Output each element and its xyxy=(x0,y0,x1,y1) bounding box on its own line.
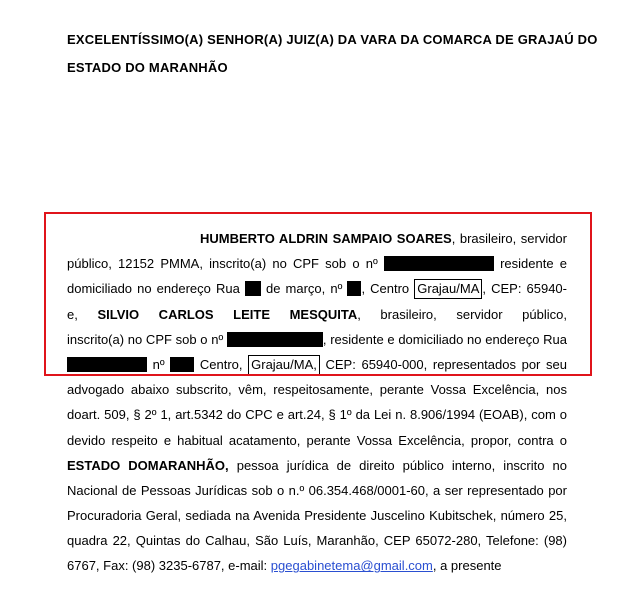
text-segment: , brasileiro, servidor público, xyxy=(357,306,567,322)
text-segment: , a presente xyxy=(432,558,502,574)
text-segment: residente e xyxy=(500,256,567,272)
header-line-2: ESTADO DO MARANHÃO xyxy=(67,60,228,75)
plaintiff-2-name: SILVIO CARLOS LEITE MESQUITA xyxy=(97,306,358,322)
petition-line-2 xyxy=(67,251,567,276)
petition-line-7: advogado abaixo subscrito, vêm, respeitosamente, perante Vossa Excelência, nos xyxy=(67,382,567,398)
text-segment: representados por seu xyxy=(432,356,567,372)
plaintiff-1-name: HUMBERTO ALDRIN SAMPAIO SOARES xyxy=(200,231,452,246)
petition-line-11: Nacional de Pessoas Jurídicas sob o n.º 06.354.468/0001-60, a ser representado por xyxy=(67,482,567,498)
text-segment: CEP: 65940-000, xyxy=(325,356,428,372)
plaintiff-1-qualification: , brasileiro, servidor xyxy=(451,231,567,246)
petition-line-8: doart. 509, § 2º 1, art.5342 do CPC e art.24, § 1º da Lei n. 8.906/1994 (EOAB), com o xyxy=(67,407,567,423)
document-header xyxy=(67,26,598,82)
petition-line-1 xyxy=(67,226,567,251)
petition-line-5 xyxy=(67,327,567,352)
petition-line-6 xyxy=(67,352,567,377)
petition-line-10 xyxy=(67,453,567,478)
petition-body xyxy=(67,226,567,579)
text-segment: , Centro xyxy=(361,281,410,297)
text-segment: , residente e domiciliado no endereço Rua xyxy=(322,331,567,347)
header-line-1: EXCELENTÍSSIMO(A) SENHOR(A) JUIZ(A) DA VARA DA COMARCA DE GRAJAÚ DO xyxy=(67,32,598,47)
city-box-2: Grajau/MA, xyxy=(248,355,320,375)
redacted-cpf-1 xyxy=(384,256,494,271)
text-segment: domiciliado no endereço Rua xyxy=(67,281,240,297)
city-box-1: Grajau/MA xyxy=(414,279,482,299)
email-link[interactable]: pgegabinetema@gmail.com xyxy=(270,558,433,574)
petition-line-14 xyxy=(67,553,567,578)
text-segment: e, xyxy=(67,306,78,322)
petition-line-4 xyxy=(67,302,567,327)
text-segment: Centro, xyxy=(199,356,243,372)
redacted-street-1 xyxy=(245,281,261,296)
petition-line-13: quadra 22, Quintas do Calhau, São Luís, Maranhão, CEP 65072-280, Telefone: (98) xyxy=(67,533,567,549)
petition-line-3 xyxy=(67,276,567,301)
petition-line-9: devido respeito e habitual acatamento, perante Vossa Excelência, propor, contra o xyxy=(67,432,567,448)
redacted-number-2 xyxy=(170,357,194,372)
defendant-name: ESTADO DOMARANHÃO, xyxy=(67,457,229,473)
redacted-street-2 xyxy=(67,357,147,372)
text-segment: de março, nº xyxy=(266,281,343,297)
petition-line-12: Procuradoria Geral, sediada na Avenida Presidente Juscelino Kubitschek, número 25, xyxy=(67,508,567,524)
text-segment: inscrito(a) no CPF sob o nº xyxy=(67,331,224,347)
text-segment: 6767, Fax: (98) 3235-6787, e-mail: xyxy=(67,558,268,574)
text-segment: público, 12152 PMMA, inscrito(a) no CPF sob o nº xyxy=(67,256,378,272)
text-segment: nº xyxy=(152,356,165,372)
redacted-cpf-2 xyxy=(227,332,323,347)
text-segment: pessoa jurídica de direito público interno, inscrito no xyxy=(236,457,567,473)
text-segment: , CEP: 65940- xyxy=(482,281,567,297)
redacted-number-1 xyxy=(347,281,361,296)
